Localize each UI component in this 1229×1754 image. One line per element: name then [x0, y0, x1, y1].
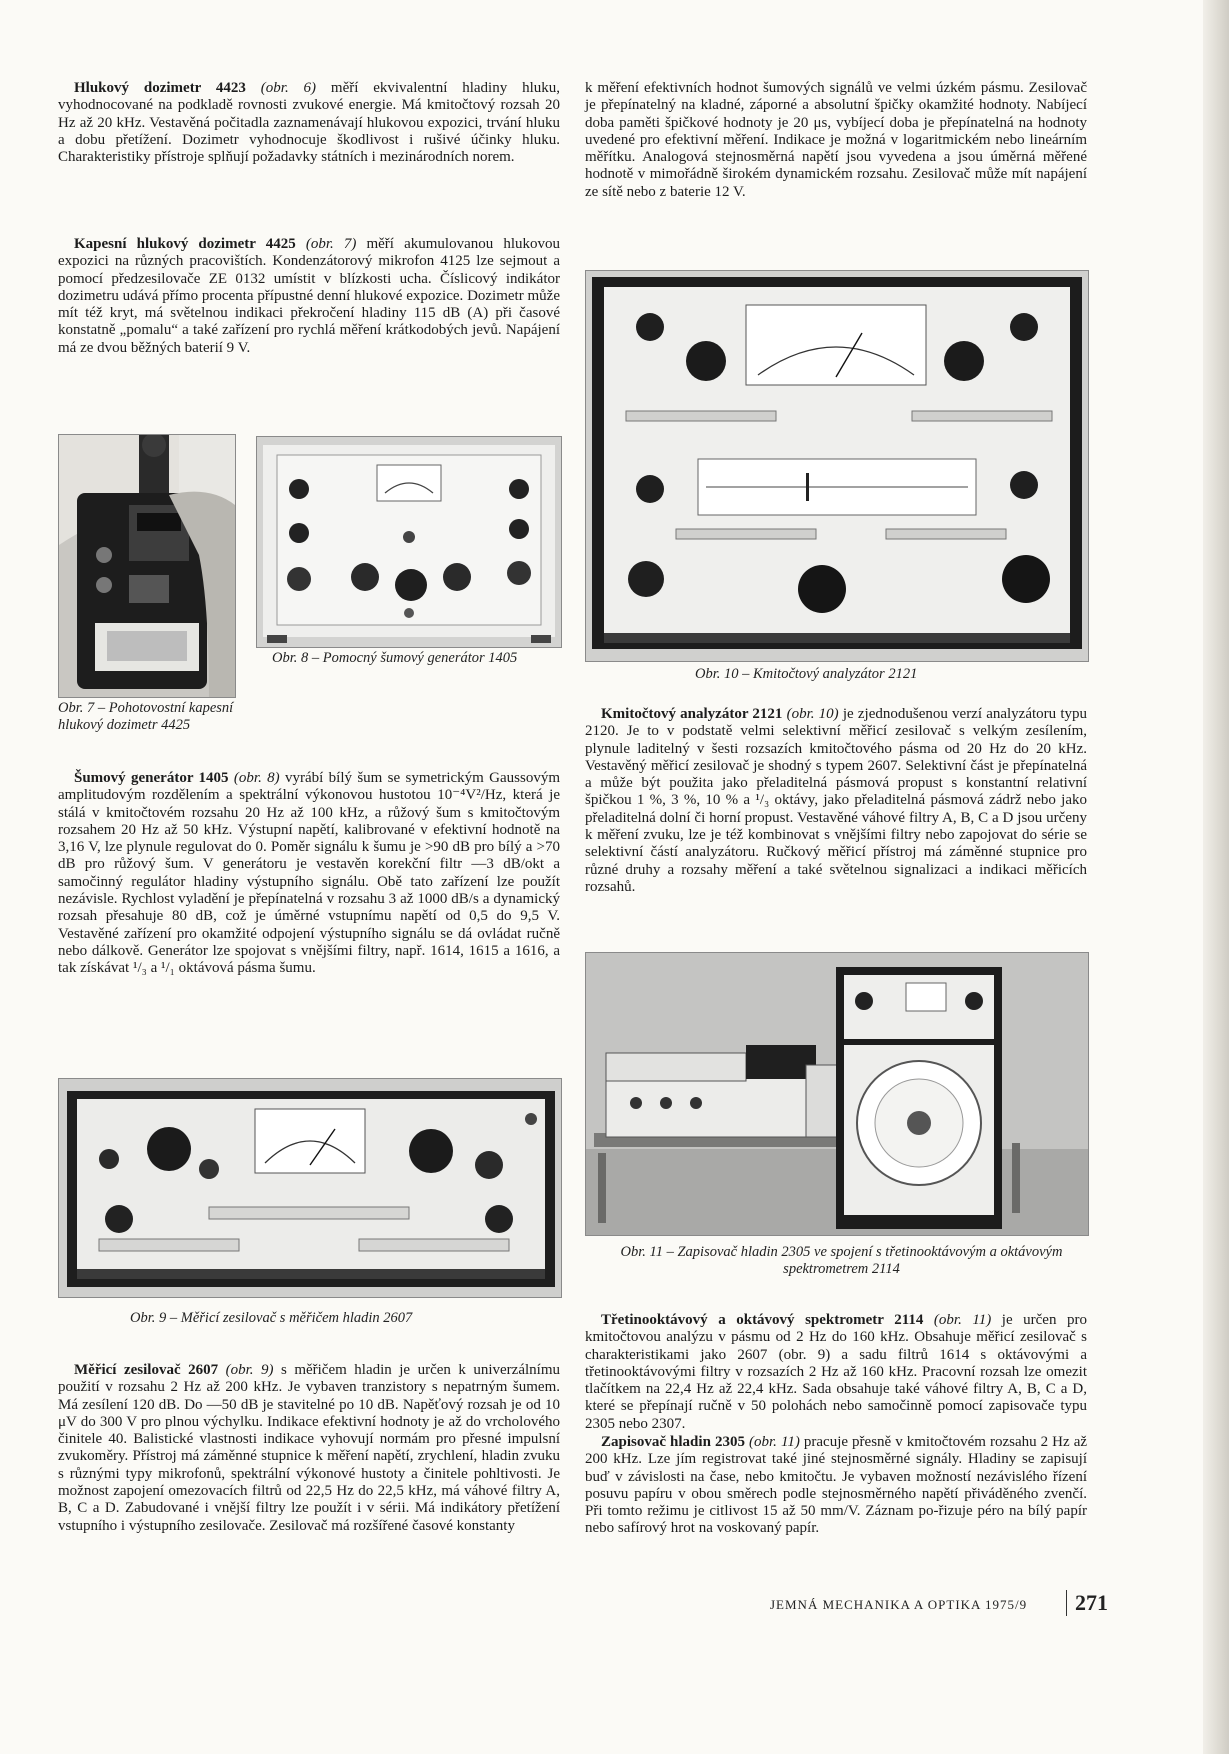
figure-ref: (obr. 10) — [786, 706, 839, 722]
article-spectrometer-2114 — [585, 1312, 1087, 1433]
paragraph-text: je zjednodušenou verzí analyzátoru typu 2120. Je to v podstatě velmi selektivní měřicí zesilovač s velkým zesílením, plynule laditelný v šesti rozsazích kmitočtového pásma od 20 Hz do 20 kHz. Vestavěný měřicí zesilovač je shodný s typem 2607. Selektivní část je přepínatelná a může být použita jako přeladitelná pásmová propust s konstantní relativní špičkou 1 %, 3 %, 10 % a ¹/₃ oktávy, jako přeladitelná pásmová zádrž nebo jako přeladitelná dolní či horní propust. Vestavěné váhové filtry A, B, C a D jsou určeny k měření zvuku, lze je též kombinovat s vnějšími filtry nebo zapojovat do série se selektivní částí analyzátoru. Ručkový měřicí přístroj má záměnné stupnice pro různé druhy a rozsahy měření a také světelnou signalizaci a indikaci měřicích rozsahů. — [585, 706, 1087, 895]
heading-2121: Kmitočtový analyzátor 2121 — [601, 706, 783, 722]
paragraph-text: k měření efektivních hodnot šumových signálů ve velmi úzkém pásmu. Zesilovač je přepínatelný na kladné, záporné a absolutní špičky okamžité hodnoty. Nabíjecí doba paměti špičkové hodnoty je 20 μs, vybíjecí doba je přepínatelná na hodnoty uvedené pro efektivní měření. Indikace je možná v logaritmickém nebo lineárním měřítku. Analogová stejnosměrná napětí jsou vyvedena a jsou úměrná měřené hodnotě v mimořádně širokém dynamickém rozsahu. Zesilovač může mít napájení ze sítě nebo z baterie 12 V. — [585, 80, 1087, 200]
heading-2114: Třetinooktávový a oktávový spektrometr 2114 — [601, 1312, 924, 1328]
page-number: 271 — [1075, 1590, 1108, 1615]
figure-11-caption: Obr. 11 – Zapisovač hladin 2305 ve spojení s třetinooktávovým a oktávovým spektrometrem 2114 — [620, 1244, 1063, 1277]
figure-8-photo — [256, 436, 562, 648]
figure-ref: (obr. 6) — [260, 80, 317, 96]
article-frequency-analyser-2121 — [585, 706, 1087, 896]
figure-8-caption: Obr. 8 – Pomocný šumový generátor 1405 — [272, 650, 518, 666]
article-level-recorder-2305 — [585, 1434, 1087, 1538]
figure-11-photo — [585, 952, 1089, 1236]
article-pocket-dosimeter-4425 — [58, 236, 560, 357]
figure-7-photo — [58, 434, 236, 698]
figure-9-caption: Obr. 9 – Měřicí zesilovač s měřičem hladin 2607 — [130, 1310, 413, 1326]
figure-10-photo — [585, 270, 1089, 662]
heading-2607: Měřicí zesilovač 2607 — [74, 1362, 219, 1378]
figure-ref: (obr. 11) — [749, 1434, 800, 1450]
paragraph-text: s měřičem hladin je určen k univerzálnímu použití v rozsahu 2 Hz až 200 kHz. Je vybaven tranzistory s nepatrným šumem. Má zesílení 120 dB. Do —50 dB je stavitelné po 10 dB. Napěťový rozsah je od 10 μV do 300 V pro plnou výchylku. Indikace efektivní hodnoty je až do vrcholového činitele 40. Balistické vlastnosti indikace vyhovují normám pro přesné impulsní zvukoměry. Přístroj má záměnné stupnice k měření napětí, zrychlení, hladin zvuku s různými typy mikrofonů, spektrální výkonové hustoty a činitele pohltivosti. Je možnost zapojení omezovacích filtrů od 22,5 Hz do 22,5 kHz, má váhové filtry A, B, C a D. Zabudované i vnější filtry lze použít i v sérii. Má indikátory přetížení vstupního i výstupního zesilovače. Zesilovač má rozšířené časové konstanty — [58, 1362, 560, 1534]
paragraph-text: měří ekvivalentní hladiny hluku, vyhodnocované na podkladě rovnosti zvukové energie. Má kmitočtový rozsah 20 Hz až 20 kHz. Vestavěná počitadla zaznamenávají hlukovou expozici, trvání hluku a dobu přetížení. Dozimetr vyhodnocuje škodlivost i rušivé účinky hluku. Charakteristiky přístroje splňují požadavky státních i mezinárodních norem. — [58, 80, 560, 166]
article-noise-dosimeter-4423 — [58, 80, 560, 166]
paragraph-text: pracuje přesně v kmitočtovém rozsahu 2 Hz až 200 kHz. Lze jím registrovat také jiné stejnosměrné signály. Hladiny se zapisují buď v závislosti na čase, nebo kmitočtu. Je vybaven možností nezávislého řízení posuvu papíru v obou směrech podle stejnosměrného napětí přiváděného zvenčí. Při tomto režimu je citlivost 15 až 50 mm/V. Záznam po-řizuje péro na bílý papír nebo safírový hrot na voskovaný papír. — [585, 1434, 1088, 1537]
heading-2305: Zapisovač hladin 2305 — [601, 1434, 745, 1450]
figure-10-caption: Obr. 10 – Kmitočtový analyzátor 2121 — [695, 666, 918, 682]
paragraph-text: je určen pro kmitočtovou analýzu v pásmu od 2 Hz do 160 kHz. Obsahuje měřicí zesilovač s charakteristikami jako 2607 (obr. 9) a sadu filtrů 1614 s oktávovými a třetinooktávovými filtry v rozsazích 2 Hz až 160 kHz. Pracovní rozsah lze omezit tlačítkem na 22,4 Hz až 22,4 kHz. Sada obsahuje také váhové filtry A, B, C a D, které se přepínají ručně v 50 polohách nebo samočinně pomocí zapisovače typu 2305 nebo 2307. — [585, 1312, 1087, 1432]
article-noise-generator-1405 — [58, 770, 560, 978]
article-continuation — [585, 80, 1087, 201]
heading-4425: Kapesní hlukový dozimetr 4425 — [74, 236, 296, 252]
figure-ref: (obr. 8) — [233, 770, 280, 786]
figure-9-photo — [58, 1078, 562, 1298]
heading-4423: Hlukový dozimetr 4423 — [74, 80, 246, 96]
article-measuring-amplifier-2607 — [58, 1362, 560, 1535]
figure-7-caption: Obr. 7 – Pohotovostní kapesní hlukový dozimetr 4425 — [58, 700, 234, 733]
heading-1405: Šumový generátor 1405 — [74, 770, 229, 786]
page-footer — [770, 1590, 1108, 1616]
footer-divider — [1066, 1590, 1067, 1616]
binding-gutter — [1203, 0, 1229, 1754]
figure-ref: (obr. 9) — [225, 1362, 274, 1378]
figure-ref: (obr. 7) — [305, 236, 357, 252]
paragraph-text: měří akumulovanou hlukovou expozici na různých pracovištích. Kondenzátorový mikrofon 4125 lze sejmout a pomocí předzesilovače ZE 0132 umístit v blízkosti ucha. Číslicový indikátor dozimetru udává přímo procenta přípustné denní hlukové expozice. Dozimetr může mít též kryt, má světelnou indikaci překročení hladiny 115 dB (A) při časové konstatně „pomalu“ a také zařízení pro rychlá měření krátkodobých jevů. Napájení má ze dvou běžných baterií 9 V. — [58, 236, 560, 356]
journal-name: JEMNÁ MECHANIKA A OPTIKA 1975/9 — [770, 1597, 1028, 1612]
figure-ref: (obr. 11) — [933, 1312, 992, 1328]
paragraph-text: vyrábí bílý šum se symetrickým Gaussovým amplitudovým rozdělením a spektrální výkonovou hustotou 10⁻⁴V²/Hz, která je stálá v kmitočtovém rozsahu 20 Hz až 100 kHz, a růžový šum s kmitočtovým rozsahem 20 Hz až 50 kHz. Výstupní napětí, kalibrované v efektivní hodnotě na 3,16 V, lze plynule regulovat do 0. Poměr signálu k šumu je >90 dB pro bílý a >70 dB pro růžový šum. V generátoru je vestavěn korekční filtr —3 dB/okt a samočinný regulátor hladiny výstupního signálu. Obě tato zařízení lze použít nezávisle. Rychlost vyladění je přepínatelná v rozsahu 3 až 1000 dB/s a dynamický rozsah přesahuje 80 dB, což je úměrné vstupnímu napětí od 0,5 do 9,5 V. Vestavěné zařízení pro okamžité odpojení výstupního signálu se dá ovládat ručně nebo dálkově. Generátor lze spojovat s vnějšími filtry, např. 1614, 1615 a 1616, a tak získávat ¹/₃ a ¹/₁ oktávová pásma šumu. — [58, 770, 561, 977]
